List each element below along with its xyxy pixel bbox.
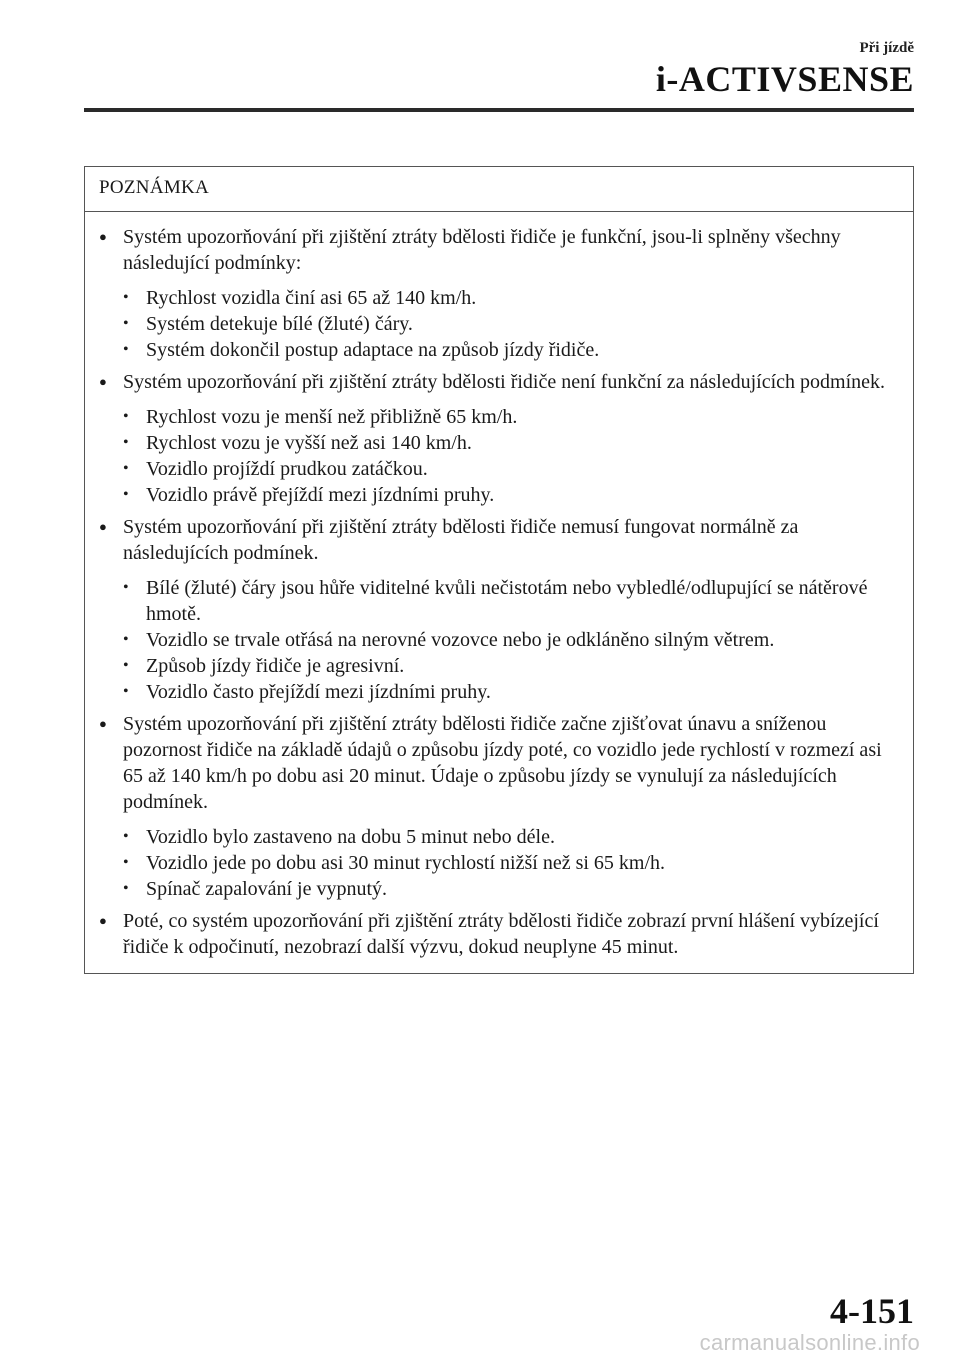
note-subitem: [123, 824, 899, 850]
note-item-row: [99, 514, 899, 566]
note-subitem: [123, 679, 899, 705]
note-item-row: [99, 224, 899, 276]
note-item-text: Systém upozorňování při zjištění ztráty bdělosti řidiče není funkční za následujících podmínek.: [123, 371, 886, 393]
note-subitem: [123, 876, 899, 902]
note-subitem-text: Bílé (žluté) čáry jsou hůře viditelné kvůli nečistotám nebo vybledlé/odlupující se nátěrové hmotě.: [146, 577, 868, 625]
note-subitem: [123, 627, 899, 653]
note-subitem: [123, 430, 899, 456]
small-bullet-icon: •: [123, 341, 129, 358]
note-sublist: [123, 285, 899, 363]
note-subitem-text: Systém detekuje bílé (žluté) čáry.: [146, 313, 413, 335]
small-bullet-icon: •: [123, 486, 129, 503]
note-subitem-text: Rychlost vozu je menší než přibližně 65 km/h.: [146, 406, 518, 428]
note-subitem: [123, 404, 899, 430]
note-item-row: [99, 369, 899, 395]
note-list-item: [99, 711, 899, 902]
note-heading: POZNÁMKA: [85, 167, 913, 212]
note-subitem: [123, 482, 899, 508]
note-subitem-text: Spínač zapalování je vypnutý.: [146, 878, 388, 900]
note-list-item: [99, 514, 899, 705]
note-list-item: [99, 908, 899, 960]
note-item-text: Systém upozorňování při zjištění ztráty bdělosti řidiče je funkční, jsou-li splněny všechny následující podmínky:: [123, 226, 841, 274]
small-bullet-icon: •: [123, 460, 129, 477]
note-subitem: [123, 653, 899, 679]
note-sublist: [123, 575, 899, 705]
note-subitem: [123, 285, 899, 311]
small-bullet-icon: •: [123, 289, 129, 306]
note-item-text: Poté, co systém upozorňování při zjištění ztráty bdělosti řidiče zobrazí první hlášení vybízející řidiče k odpočinutí, nezobrazí další výzvu, dokud neuplyne 45 minut.: [123, 910, 879, 958]
bullet-icon: ●: [99, 519, 107, 534]
note-item-text: Systém upozorňování při zjištění ztráty bdělosti řidiče začne zjišťovat únavu a sníženou pozornost řidiče na základě údajů o způsobu jízdy poté, co vozidlo jede rychlostí v rozmezí asi 65 až 140 km/h po dobu asi 20 minut. Údaje o způsobu jízdy se vynulují za následujících podmínek.: [123, 713, 882, 813]
header-divider: [84, 108, 914, 112]
note-subitem: [123, 456, 899, 482]
small-bullet-icon: •: [123, 880, 129, 897]
bullet-icon: ●: [99, 716, 107, 731]
small-bullet-icon: •: [123, 434, 129, 451]
note-subitem-text: Vozidlo právě přejíždí mezi jízdními pruhy.: [146, 484, 495, 506]
small-bullet-icon: •: [123, 315, 129, 332]
small-bullet-icon: •: [123, 579, 129, 596]
small-bullet-icon: •: [123, 854, 129, 871]
note-item-text: Systém upozorňování při zjištění ztráty bdělosti řidiče nemusí fungovat normálně za následujících podmínek.: [123, 516, 799, 564]
bullet-icon: ●: [99, 913, 107, 928]
note-subitem: [123, 575, 899, 627]
note-subitem-text: Vozidlo jede po dobu asi 30 minut rychlostí nižší než si 65 km/h.: [146, 852, 666, 874]
note-subitem-text: Rychlost vozidla činí asi 65 až 140 km/h.: [146, 287, 477, 309]
note-subitem-text: Vozidlo se trvale otřásá na nerovné vozovce nebo je odkláněno silným větrem.: [146, 629, 775, 651]
chapter-title: i-ACTIVSENSE: [655, 59, 914, 99]
note-body: [85, 212, 913, 973]
note-subitem-text: Vozidlo bylo zastaveno na dobu 5 minut nebo déle.: [146, 826, 555, 848]
note-subitem-text: Způsob jízdy řidiče je agresivní.: [146, 655, 405, 677]
small-bullet-icon: •: [123, 408, 129, 425]
bullet-icon: ●: [99, 374, 107, 389]
note-subitem: [123, 311, 899, 337]
note-subitem-text: Systém dokončil postup adaptace na způsob jízdy řidiče.: [146, 339, 600, 361]
note-item-row: [99, 711, 899, 815]
note-list-item: [99, 224, 899, 363]
note-subitem-text: Vozidlo projíždí prudkou zatáčkou.: [146, 458, 428, 480]
note-subitem: [123, 337, 899, 363]
page-number: 4-151: [830, 1291, 914, 1331]
small-bullet-icon: •: [123, 631, 129, 648]
small-bullet-icon: •: [123, 657, 129, 674]
note-sublist: [123, 404, 899, 508]
bullet-icon: ●: [99, 229, 107, 244]
note-subitem: [123, 850, 899, 876]
note-sublist: [123, 824, 899, 902]
small-bullet-icon: •: [123, 828, 129, 845]
section-title: Při jízdě: [859, 40, 914, 56]
note-box: [84, 166, 914, 974]
note-subitem-text: Vozidlo často přejíždí mezi jízdními pruhy.: [146, 681, 491, 703]
note-item-row: [99, 908, 899, 960]
watermark-text: carmanualsonline.info: [699, 1330, 920, 1355]
note-list-item: [99, 369, 899, 508]
small-bullet-icon: •: [123, 683, 129, 700]
note-subitem-text: Rychlost vozu je vyšší než asi 140 km/h.: [146, 432, 472, 454]
